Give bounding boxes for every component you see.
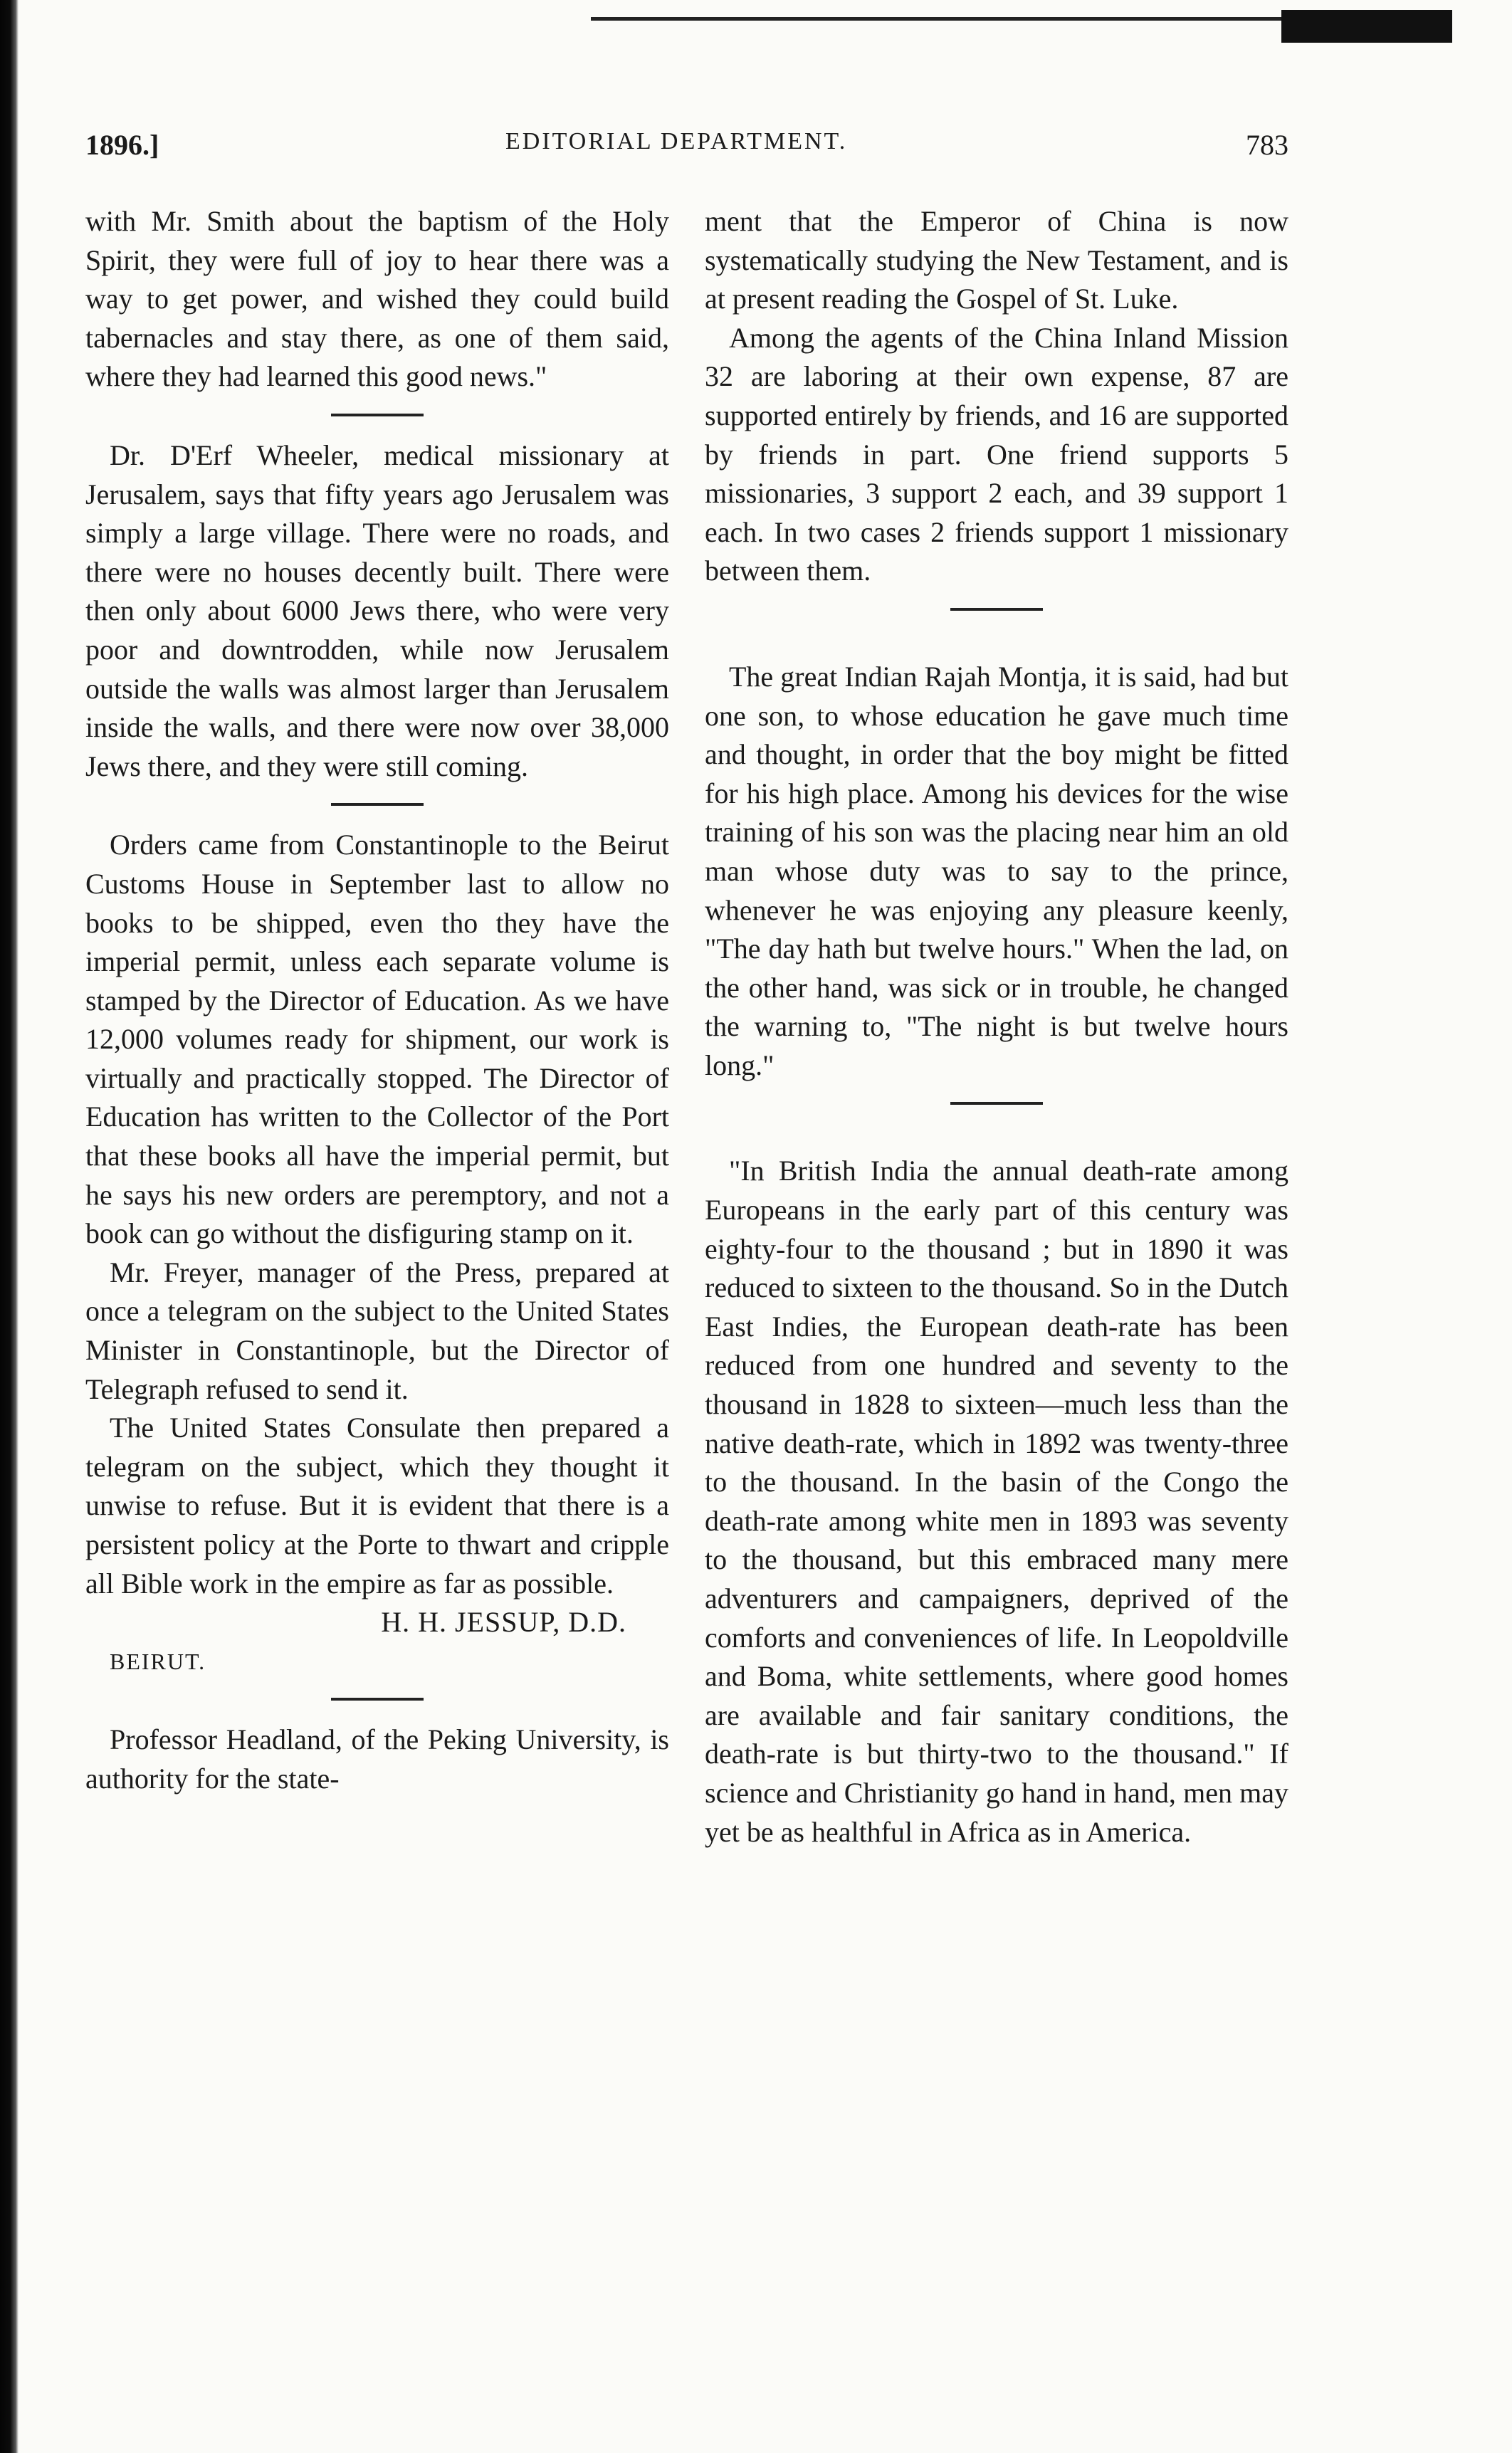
section-divider xyxy=(331,414,424,416)
paragraph-smith-baptism: with Mr. Smith about the baptism of the Holy Spirit, they were full of joy to hear there was a way to get power, and wished they could build tabernacles and stay there, as one of them said, where they had learned this good news." xyxy=(85,205,669,393)
right-column xyxy=(705,202,1288,1851)
paragraph-headland: Professor Headland, of the Peking University, is authority for the state- xyxy=(85,1723,669,1795)
running-header xyxy=(85,128,1288,171)
left-column xyxy=(85,202,669,1799)
paragraph-constantinople-orders: Orders came from Constantinople to the Beirut Customs House in September last to allow no books to be shipped, even tho they have the imperial permit, unless each separate volume is stamped by the Director of Education. As we have 12,000 volumes ready for shipment, our work is virtually and practically stopped. The Director of Education has written to the Collector of the Port that these books all have the imperial permit, but he says his new orders are peremptory, and not a book can go without the disfiguring stamp on it. xyxy=(85,829,669,1250)
header-year: 1896.] xyxy=(85,129,159,161)
paragraph-emperor-china: ment that the Emperor of China is now systematically studying the New Testament, and is at present reading the Gospel of St. Luke. xyxy=(705,205,1288,315)
signature-jessup: H. H. JESSUP, D.D. xyxy=(381,1606,626,1639)
paragraph-death-rate: "In British India the annual death-rate among Europeans in the early part of this century was eighty-four to the thousand ; but in 1890 it was reduced to sixteen to the thousand. So in the Dutch East Indies, the European death-rate has been reduced from one hundred and seventy to the thousand in 1828 to sixteen—much less than the native death-rate, which in 1892 was twenty-three to the thousand. In the basin of the Congo the death-rate among white men in 1893 was seventy to the thousand, but this embraced many mere adventurers and campaigners, deprived of the comforts and conveniences of life. In Leopoldville and Boma, white settlements, where good homes are available and fair sanitary conditions, the death-rate is but thirty-two to the thousand." If science and Christianity go hand in hand, men may yet be as healthful in Africa as in America. xyxy=(705,1155,1288,1848)
section-divider xyxy=(331,803,424,806)
paragraph-rajah-montja: The great Indian Rajah Montja, it is said, had but one son, to whose education he gave much time and thought, in order that the boy might be fitted for his high place. Among his devices for the wise training of his son was the placing near him an old man whose duty was to say to the prince, whenever he was enjoying any pleasure keenly, "The day hath but twelve hours." When the lad, on the other hand, was sick or in trouble, he changed the warning to, "The night is but twelve hours long." xyxy=(705,660,1288,1081)
paragraph-consulate: The United States Consulate then prepared a telegram on the subject, which they thought it unwise to refuse. But it is evident that there is a persistent policy at the Porte to thwart and cripple all Bible work in the empire as far as possible. xyxy=(85,1412,669,1600)
top-rule-heavy-mark xyxy=(1281,10,1452,43)
paragraph-freyer-telegram: Mr. Freyer, manager of the Press, prepared at once a telegram on the subject to the United States Minister in Constantinople, but the Director of Telegraph refused to send it. xyxy=(85,1256,669,1405)
section-divider xyxy=(950,1102,1043,1105)
header-department: EDITORIAL DEPARTMENT. xyxy=(505,128,848,154)
section-divider xyxy=(331,1698,424,1701)
page-binding-shadow xyxy=(0,0,19,2453)
paragraph-china-inland-mission: Among the agents of the China Inland Mission 32 are laboring at their own expense, 87 are supported entirely by friends, and 16 are supported by friends in part. One friend supports 5 missionaries, 3 support 2 each, and 39 support 1 each. In two cases 2 friends support 1 missionary between them. xyxy=(705,321,1288,587)
page-number: 783 xyxy=(1246,129,1288,161)
signature-place: BEIRUT. xyxy=(110,1648,206,1674)
paragraph-wheeler-jerusalem: Dr. D'Erf Wheeler, medical missionary at Jerusalem, says that fifty years ago Jerusalem was simply a large village. There were no roads, and there were no houses decently built. There were then only about 6000 Jews there, who were very poor and downtrodden, while now Jerusalem outside the walls was almost larger than Jerusalem inside the walls, and there were now over 38,000 Jews there, and they were still coming. xyxy=(85,438,669,782)
section-divider xyxy=(950,608,1043,611)
